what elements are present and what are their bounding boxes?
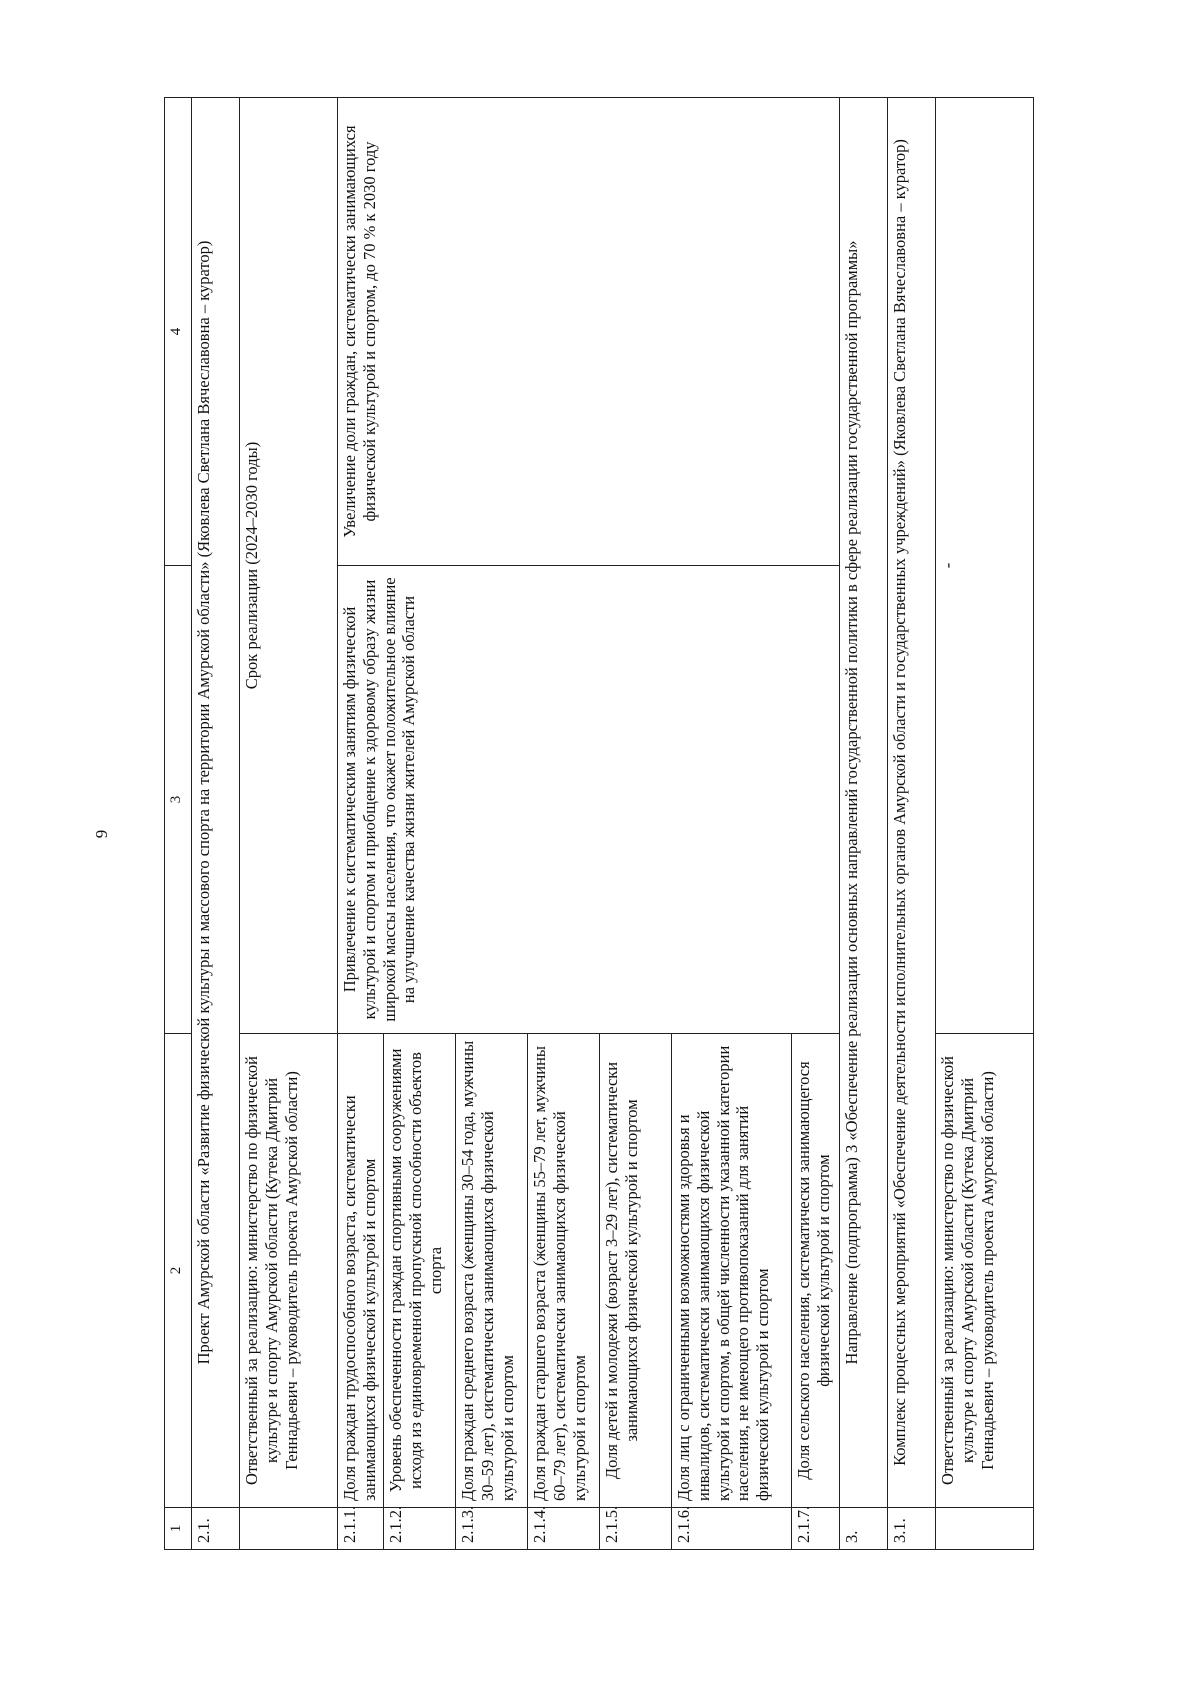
indicator-cell: Доля сельского населения, систематически занимающегося физической культурой и спортом [792, 1034, 840, 1508]
row-number: 2.1.2. [384, 1508, 456, 1550]
period-cell: Срок реализации (2024–2030 годы) [240, 98, 338, 1034]
indicator-cell: Уровень обеспеченности граждан спортивными сооружениями исходя из единовременной пропускной способности объектов спорта [384, 1034, 456, 1508]
row-number: 3.1. [888, 1508, 936, 1550]
indicator-cell: Доля граждан среднего возраста (женщины 30–54 года, мужчины 30–59 лет), систематически занимающихся физической культурой и спортом [456, 1034, 528, 1508]
header-cell-4: 4 [165, 98, 192, 566]
row-number: 2.1. [192, 1508, 240, 1550]
responsible-cell: Ответственный за реализацию: министерство по физической культуре и спорту Амурской области (Кутека Дмитрий Геннадьевич – руководитель проекта Амурской области) [936, 1034, 1034, 1508]
table-row [192, 98, 240, 1550]
header-cell-3: 3 [165, 566, 192, 1034]
indicator-cell: Доля лиц с ограниченными возможностями здоровья и инвалидов, систематически занимающихся физической культурой и спортом, в общей численности указанной категории населения, не имеющего противопоказаний для занятий физической культурой и спортом [672, 1034, 792, 1508]
direction-title: Направление (подпрограмма) 3 «Обеспечение реализации основных направлений государственной политики в сфере реализации государственной программы» [840, 98, 888, 1508]
table-row [840, 98, 888, 1550]
complex-title: Комплекс процессных мероприятий «Обеспечение деятельности исполнительных органов Амурской области и государственных учреждений» (Яковлева Светлана Вячеславовна – куратор) [888, 98, 936, 1508]
indicator-cell: Доля граждан трудоспособного возраста, систематически занимающихся физической культурой и спортом [338, 1034, 384, 1508]
row-number: 3. [840, 1508, 888, 1550]
dash-cell: - [936, 98, 1034, 1034]
project-title: Проект Амурской области «Развитие физической культуры и массового спорта на территории Амурской области» (Яковлева Светлана Вячеславовна – куратор) [192, 98, 240, 1508]
table-row [338, 98, 384, 1550]
row-number: 2.1.5. [600, 1508, 672, 1550]
header-cell-2: 2 [165, 1034, 192, 1508]
header-cell-1: 1 [165, 1508, 192, 1550]
expected-result-cell: Привлечение к систематическим занятиям физической культурой и спортом и приобщение к здоровому образу жизни широкой массы населения, что окажет положительное влияние на улучшение качества жизни жителей Амурской области [338, 566, 840, 1034]
row-number-empty [936, 1508, 1034, 1550]
indicator-cell: Доля граждан старшего возраста (женщины 55–79 лет, мужчины 60–79 лет), систематически занимающихся физической культурой и спортом [528, 1034, 600, 1508]
table-row [888, 98, 936, 1550]
row-number-empty [240, 1508, 338, 1550]
row-number: 2.1.1. [338, 1508, 384, 1550]
rotated-table-container [164, 98, 1012, 1550]
page-number: 9 [92, 829, 111, 839]
header-row [165, 98, 192, 1550]
indicator-cell: Доля детей и молодежи (возраст 3–29 лет), систематически занимающихся физической культурой и спортом [600, 1034, 672, 1508]
target-value-cell: Увеличение доли граждан, систематически занимающихся физической культурой и спортом, до 70 % к 2030 году [338, 98, 840, 566]
row-number: 2.1.3. [456, 1508, 528, 1550]
table-row [240, 98, 338, 1550]
row-number: 2.1.7. [792, 1508, 840, 1550]
row-number: 2.1.6. [672, 1508, 792, 1550]
responsible-cell: Ответственный за реализацию: министерство по физической культуре и спорту Амурской области (Кутека Дмитрий Геннадьевич – руководитель проекта Амурской области) [240, 1034, 338, 1508]
table-row [936, 98, 1034, 1550]
program-table [164, 97, 1034, 1550]
row-number: 2.1.4. [528, 1508, 600, 1550]
